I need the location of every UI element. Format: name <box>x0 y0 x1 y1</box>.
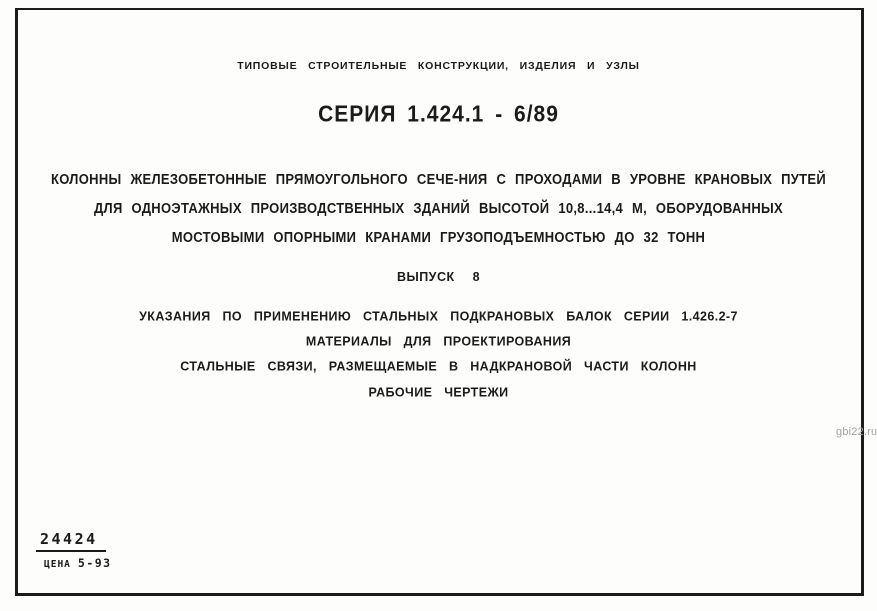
content-line: УКАЗАНИЯ ПО ПРИМЕНЕНИЮ СТАЛЬНЫХ ПОДКРАНОВЫХ БАЛОК СЕРИИ 1.426.2-7 <box>139 308 738 324</box>
price-value: 5-93 <box>77 556 112 570</box>
series-title: СЕРИЯ 1.424.1 - 6/89 <box>318 101 559 127</box>
document-frame <box>15 8 864 596</box>
content-line: РАБОЧИЕ ЧЕРТЕЖИ <box>368 384 509 400</box>
issue-label: ВЫПУСК 8 <box>396 270 481 284</box>
stamp-number: 24424 <box>40 530 98 548</box>
content-line: МАТЕРИАЛЫ ДЛЯ ПРОЕКТИРОВАНИЯ <box>305 333 572 349</box>
watermark: gbi22.ru <box>836 426 877 438</box>
price-label: ЦЕНА <box>44 559 71 570</box>
price-stamp <box>36 532 112 570</box>
title-line: ДЛЯ ОДНОЭТАЖНЫХ ПРОИЗВОДСТВЕННЫХ ЗДАНИЙ ВЫСОТОЙ 10,8...14,4 М, ОБОРУДОВАННЫХ <box>93 199 784 217</box>
content-line: СТАЛЬНЫЕ СВЯЗИ, РАЗМЕЩАЕМЫЕ В НАДКРАНОВОЙ ЧАСТИ КОЛОНН <box>180 358 697 374</box>
document-header: ТИПОВЫЕ СТРОИТЕЛЬНЫЕ КОНСТРУКЦИИ, ИЗДЕЛИЯ И УЗЛЫ <box>237 60 640 72</box>
title-line: МОСТОВЫМИ ОПОРНЫМИ КРАНАМИ ГРУЗОПОДЪЕМНОСТЬЮ ДО 32 ТОНН <box>171 228 706 246</box>
stamp-price <box>36 554 112 570</box>
title-line: КОЛОННЫ ЖЕЛЕЗОБЕТОННЫЕ ПРЯМОУГОЛЬНОГО СЕЧЕ-НИЯ С ПРОХОДАМИ В УРОВНЕ КРАНОВЫХ ПУТЕЙ <box>50 170 827 188</box>
stamp-divider <box>36 550 106 552</box>
